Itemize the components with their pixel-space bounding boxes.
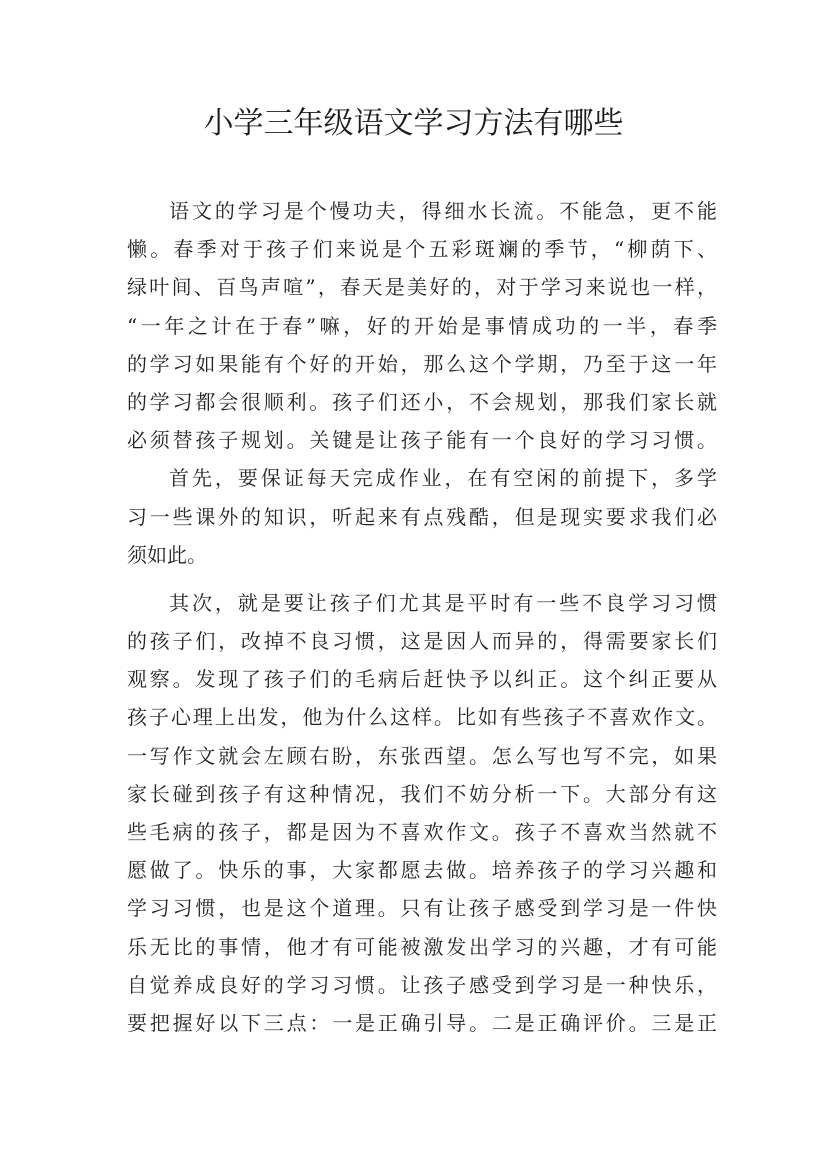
paragraph-line: 要把握好以下三点：一是正确引导。二是正确评价。三是正: [127, 1010, 717, 1035]
paragraph-line: 须如此。: [127, 542, 207, 567]
paragraph-line: 的孩子们，改掉不良习惯，这是因人而异的，得需要家长们: [127, 629, 717, 654]
paragraph-line: “一年之计在于春”嘛，好的开始是事情成功的一半，春季: [127, 313, 717, 338]
paragraph-line: 自觉养成良好的学习习惯。让孩子感受到学习是一种快乐，: [127, 972, 717, 997]
paragraph-line: 懒。春季对于孩子们来说是个五彩斑斓的季节，“柳荫下、: [127, 237, 717, 262]
paragraph-line: 些毛病的孩子，都是因为不喜欢作文。孩子不喜欢当然就不: [127, 820, 717, 844]
paragraph-1: [127, 192, 717, 459]
document-title: 小学三年级语文学习方法有哪些: [203, 106, 624, 141]
paragraph-3: [127, 584, 717, 1042]
paragraph-line: 绿叶间、百鸟声喧”，春天是美好的，对于学习来说也一样，: [127, 275, 717, 300]
paragraph-line: 的学习如果能有个好的开始，那么这个学期，乃至于这一年: [127, 351, 717, 376]
document-body: [127, 192, 717, 1042]
paragraph-line: 其次，就是要让孩子们尤其是平时有一些不良学习习惯: [169, 590, 717, 615]
paragraph-gap: [127, 574, 717, 584]
paragraph-line: 首先，要保证每天完成作业，在有空闲的前提下，多学: [169, 466, 717, 491]
paragraph-line: 观察。发现了孩子们的毛病后赶快予以纠正。这个纠正要从: [127, 667, 717, 692]
paragraph-line: 愿做了。快乐的事，大家都愿去做。培养孩子的学习兴趣和: [127, 858, 717, 883]
paragraph-line: 习一些课外的知识，听起来有点残酷，但是现实要求我们必: [127, 504, 717, 529]
paragraph-line: 必须替孩子规划。关键是让孩子能有一个良好的学习习惯。: [127, 428, 717, 453]
paragraph-2: [127, 459, 717, 574]
paragraph-line: 的学习都会很顺利。孩子们还小，不会规划，那我们家长就: [127, 389, 717, 414]
paragraph-line: 一写作文就会左顾右盼，东张西望。怎么写也写不完，如果: [127, 743, 717, 768]
paragraph-line: 乐无比的事情，他才有可能被激发出学习的兴趣，才有可能: [127, 934, 717, 959]
paragraph-line: 孩子心理上出发，他为什么这样。比如有些孩子不喜欢作文。: [127, 705, 717, 730]
paragraph-line: 学习习惯，也是这个道理。只有让孩子感受到学习是一件快: [127, 896, 717, 921]
paragraph-line: 家长碰到孩子有这种情况，我们不妨分析一下。大部分有这: [127, 781, 717, 806]
paragraph-line: 语文的学习是个慢功夫，得细水长流。不能急，更不能: [169, 199, 717, 223]
